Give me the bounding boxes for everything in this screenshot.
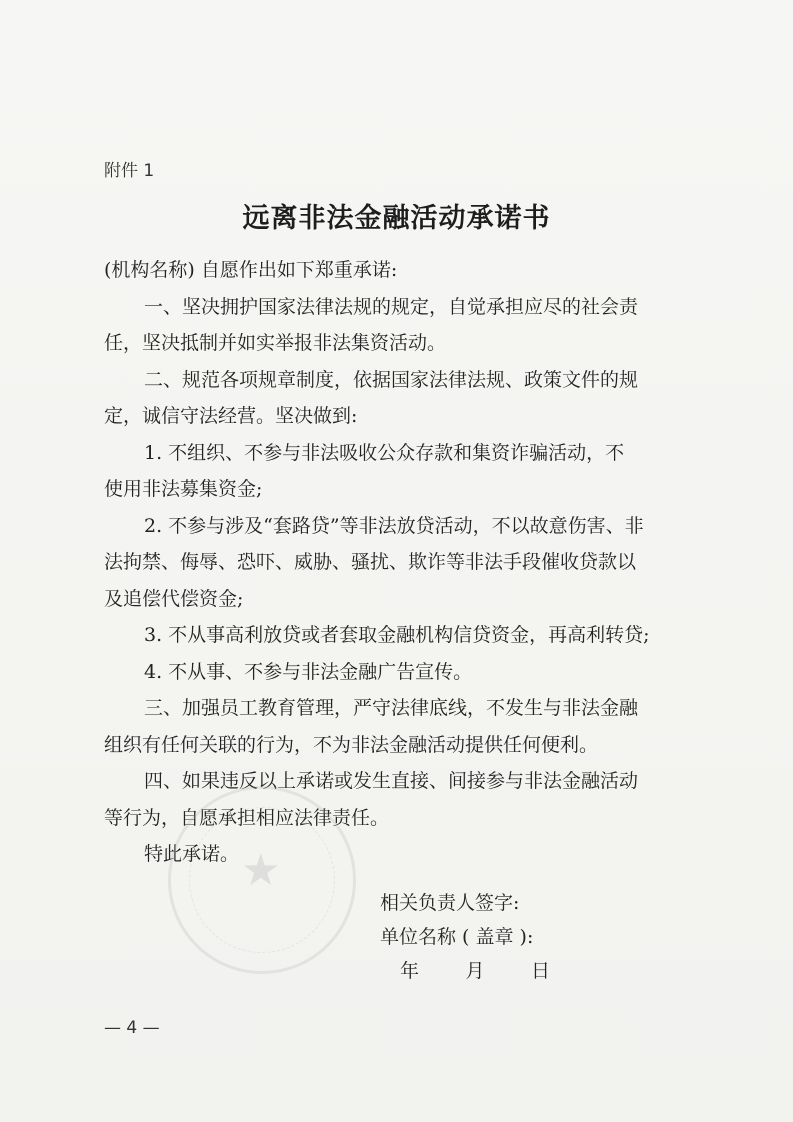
body-line: 组织有任何关联的行为，不为非法金融活动提供任何便利。 [104,733,599,756]
body-line: 3. 不从事高利放贷或者套取金融机构信贷资金，再高利转贷; [144,624,650,646]
seal-stamp-icon [168,786,356,974]
body-line: 一、坚决拥护国家法律法规的规定，自觉承担应尽的社会责 [144,295,639,318]
star-icon: ★ [241,845,281,896]
responsible-person-signature-label: 相关负责人签字: [380,892,520,914]
body-line: 定，诚信守法经营。坚决做到: [104,405,358,427]
date-month-label: 月 [465,960,485,982]
body-line: 4. 不从事、不参与非法金融广告宣传。 [144,660,473,683]
date-day-label: 日 [530,960,550,982]
body-line: 2. 不参与涉及“套路贷”等非法放贷活动，不以故意伤害、非 [144,514,644,537]
page-number: — 4 — [104,1018,160,1038]
body-line: 三、加强员工教育管理，严守法律底线，不发生与非法金融 [144,697,639,719]
body-line: 等行为，自愿承担相应法律责任。 [104,806,390,829]
body-line: 特此承诺。 [144,843,240,865]
annex-label: 附件 1 [104,161,155,181]
body-line: (机构名称) 自愿作出如下郑重承诺: [104,259,398,281]
body-line: 及追偿代偿资金; [104,587,244,610]
body-line: 四、如果违反以上承诺或发生直接、间接参与非法金融活动 [144,770,639,792]
date-line [400,956,550,983]
body-line: 任，坚决抵制并如实举报非法集资活动。 [104,332,447,354]
date-year-label: 年 [400,960,420,982]
body-line: 法拘禁、侮辱、恐吓、威胁、骚扰、欺诈等非法手段催收贷款以 [104,551,637,573]
body-line: 1. 不组织、不参与非法吸收公众存款和集资诈骗活动，不 [144,441,625,464]
document-body [104,252,694,873]
body-line: 使用非法募集资金; [104,478,263,500]
document-title: 远离非法金融活动承诺书 [242,203,551,234]
body-line: 二、规范各项规章制度，依据国家法律法规、政策文件的规 [144,368,639,391]
unit-name-seal-label: 单位名称 ( 盖章 ): [380,926,534,948]
